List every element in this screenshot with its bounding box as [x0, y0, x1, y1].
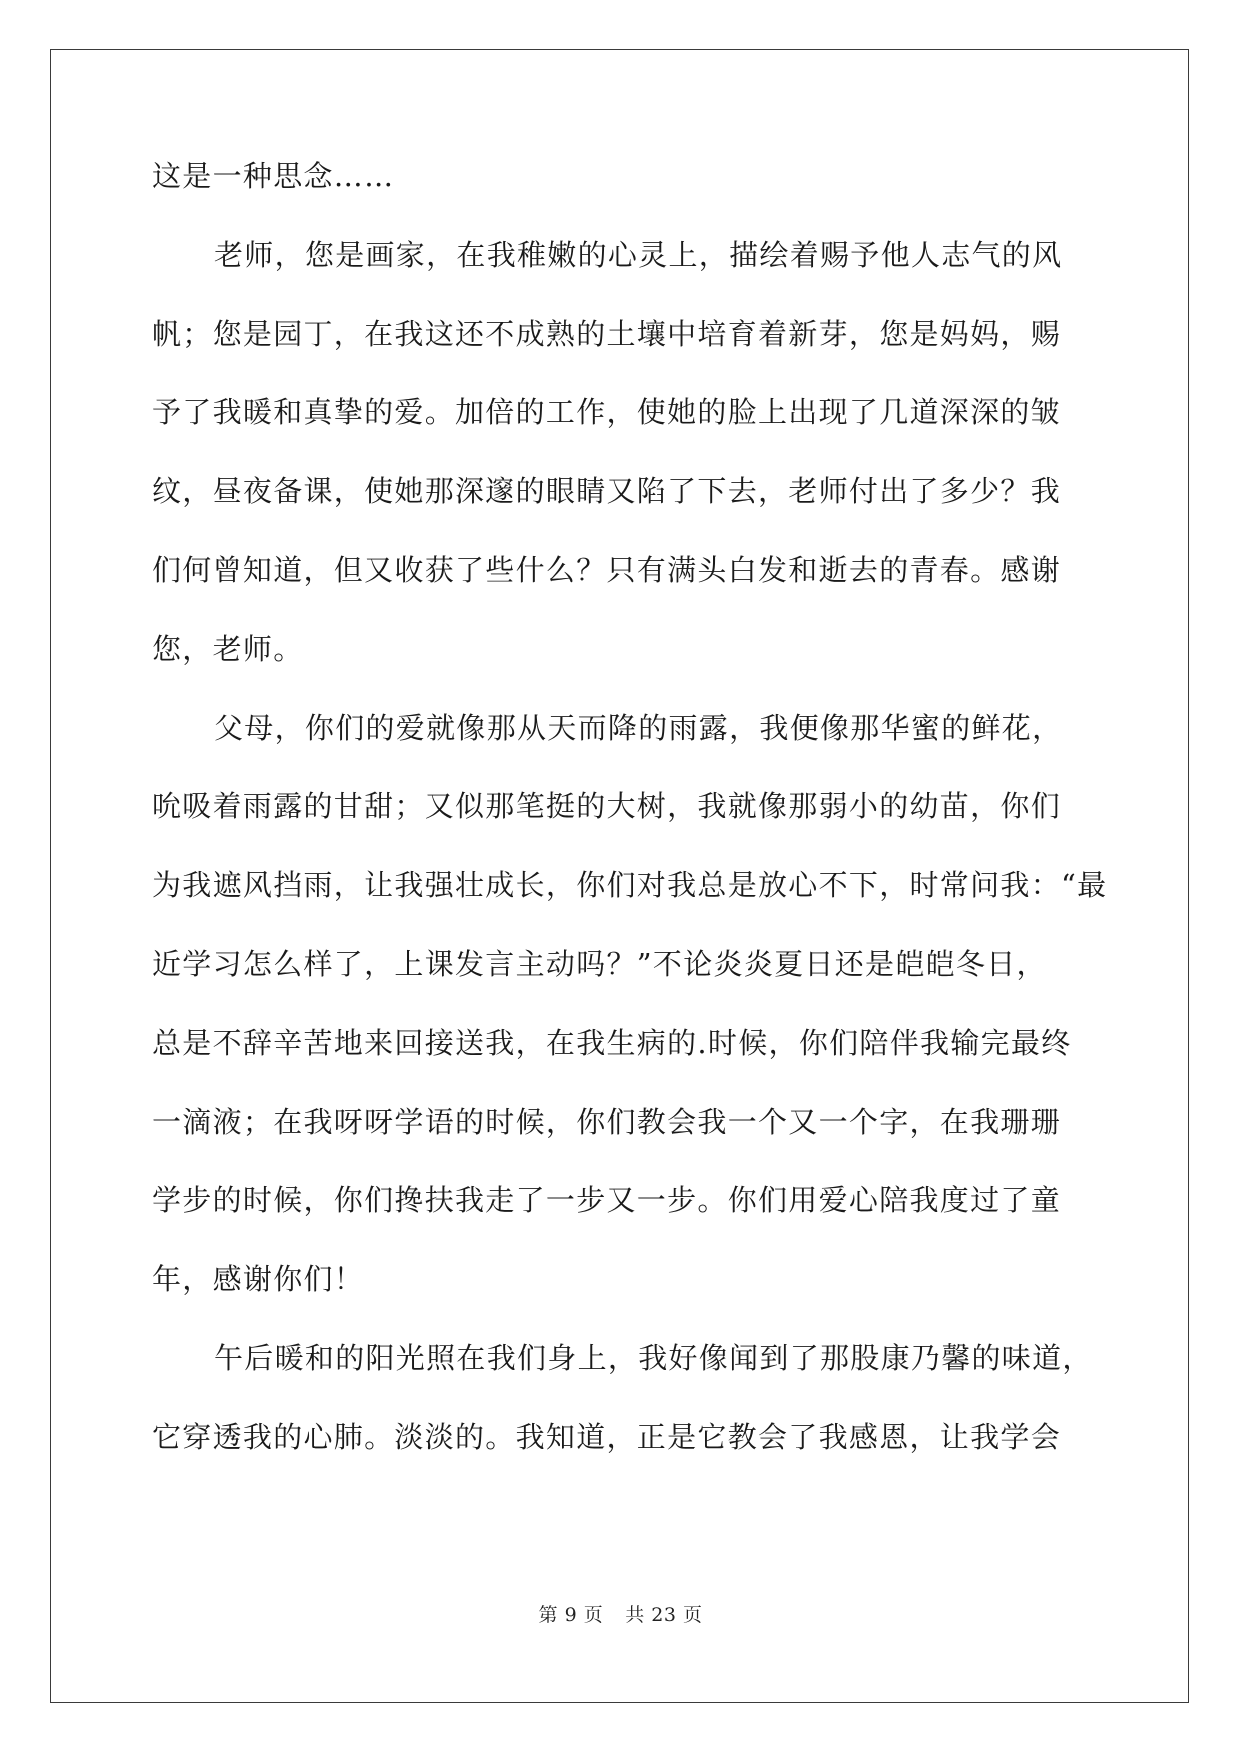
text-line: 近学习怎么样了，上课发言主动吗？”不论炎炎夏日还是皑皑冬日， [152, 946, 1047, 981]
text-line: 吮吸着雨露的甘甜；又似那笔挺的大树，我就像那弱小的幼苗，你们 [152, 789, 1062, 824]
page-number: 第 9 页 [538, 1604, 604, 1626]
text-line: 帆；您是园丁，在我这还不成熟的土壤中培育着新芽，您是妈妈，赐 [152, 316, 1062, 351]
text-line: 年，感谢你们！ [152, 1262, 365, 1297]
text-line: 予了我暖和真挚的爱。加倍的工作，使她的脸上出现了几道深深的皱 [152, 395, 1062, 430]
page-footer [0, 1600, 1241, 1627]
document-body [152, 158, 1108, 1498]
text-line: 学步的时候，你们搀扶我走了一步又一步。你们用爱心陪我度过了童 [152, 1183, 1062, 1218]
text-line: 们何曾知道，但又收获了些什么？只有满头白发和逝去的青春。感谢 [152, 552, 1062, 587]
text-line: 纹，昼夜备课，使她那深邃的眼睛又陷了下去，老师付出了多少？我 [152, 474, 1062, 509]
text-line: 一滴液；在我呀呀学语的时候，你们教会我一个又一个字，在我珊珊 [152, 1104, 1062, 1139]
page-total: 共 23 页 [625, 1604, 703, 1626]
paragraph-start-line: 老师，您是画家，在我稚嫩的心灵上，描绘着赐予他人志气的风 [214, 237, 1063, 272]
text-line: 这是一种思念…… [152, 159, 395, 193]
paragraph-start-line: 午后暖和的阳光照在我们身上，我好像闻到了那股康乃馨的味道， [214, 1340, 1093, 1375]
text-line: 它穿透我的心肺。淡淡的。我知道，正是它教会了我感恩，让我学会 [152, 1419, 1062, 1454]
text-line: 为我遮风挡雨，让我强壮成长，你们对我总是放心不下，时常问我：“最 [152, 868, 1108, 903]
text-line: 总是不辞辛苦地来回接送我，在我生病的.时候，你们陪伴我输完最终 [152, 1025, 1072, 1060]
text-line: 您，老师。 [152, 631, 304, 666]
paragraph-start-line: 父母，你们的爱就像那从天而降的雨露，我便像那华蜜的鲜花， [214, 710, 1063, 745]
